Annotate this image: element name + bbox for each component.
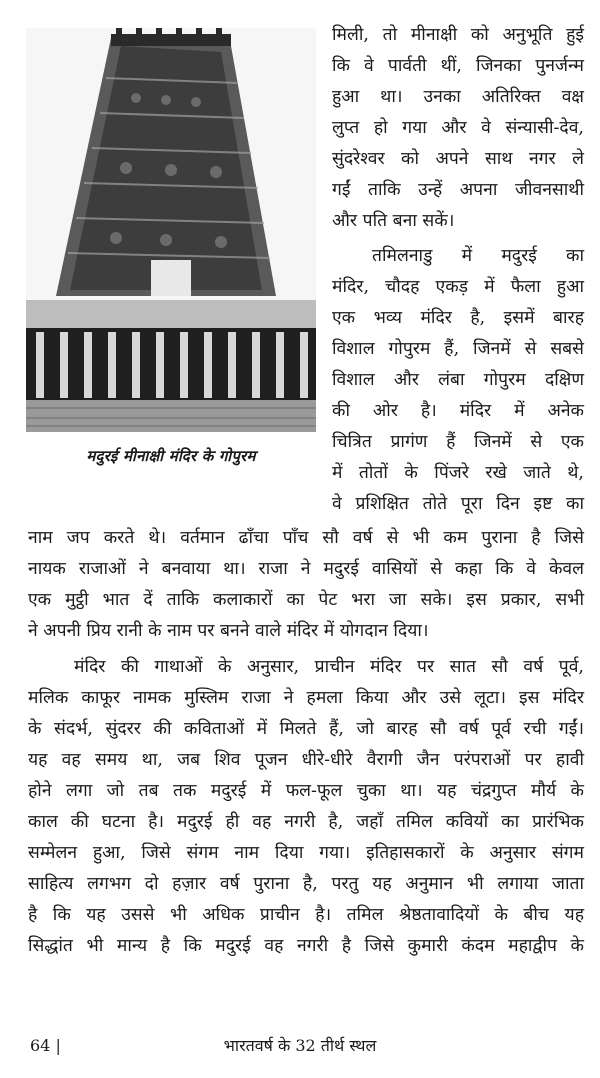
text-line: यह वह समय था, जब शिव पूजन धीरे-धीरे वैरागी जैन परंपराओं पर हावी xyxy=(28,750,584,770)
text-line: गईं ताकि उन्हें अपना जीवनसाथी xyxy=(332,180,584,200)
text-line: एक भव्य मंदिर है, इसमें बारह xyxy=(332,308,584,328)
text-line: सुंदरेश्वर को अपने साथ नगर ले xyxy=(332,149,584,169)
text-line: होने लगा जो तब तक मदुरई में फल-फूल चुका था। यह चंद्रगुप्त मौर्य के xyxy=(28,781,584,801)
text-line: लुप्त हो गया और वे संन्यासी-देव, xyxy=(332,118,584,138)
page-number: 64 | xyxy=(30,1036,61,1055)
text-line: वे प्रशिक्षित तोते पूरा दिन इष्ट का xyxy=(332,494,584,514)
text-line: में तोतों के पिंजरे रखे जाते थे, xyxy=(332,463,584,483)
text-line: विशाल और लंबा गोपुरम दक्षिण xyxy=(332,370,584,390)
book-title: भारतवर्ष के 32 तीर्थ स्थल xyxy=(223,1036,377,1055)
paragraph-start-line: मंदिर की गाथाओं के अनुसार, प्राचीन मंदिर पर सात सौ वर्ष पूर्व, xyxy=(74,657,584,677)
text-line: के संदर्भ, सुंदरर की कविताओं में मिलते हैं, जो बारह सौ वर्ष पूर्व रची गईं। xyxy=(28,719,584,739)
text-line: की ओर है। मंदिर में अनेक xyxy=(332,401,584,421)
text-line: कि वे पार्वती थीं, जिनका पुनर्जन्म xyxy=(332,56,584,76)
text-line: मिली, तो मीनाक्षी को अनुभूति हुई xyxy=(332,25,584,45)
text-line: साहित्य लगभग दो हज़ार वर्ष पुराना है, परतु यह अनुमान भी लगाया जाता xyxy=(28,874,584,894)
text-line: नायक राजाओं ने बनवाया था। राजा ने मदुरई वासियों से कहा कि वे केवल xyxy=(28,559,584,579)
text-line: मंदिर, चौदह एकड़ में फैला हुआ xyxy=(332,277,584,297)
text-line: चित्रित प्रागंण हैं जिनमें से एक xyxy=(332,432,584,452)
figure-caption: मदुरई मीनाक्षी मंदिर के गोपुरम xyxy=(86,447,256,465)
text-line: ने अपनी प्रिय रानी के नाम पर बनने वाले मंदिर में योगदान दिया। xyxy=(28,621,429,641)
text-line: मलिक काफूर नामक मुस्लिम राजा ने हमला किया और उसे लूटा। इस मंदिर xyxy=(28,688,584,708)
text-line: सिद्धांत भी मान्य है कि मदुरई वह नगरी है जिसे कुमारी कंदम महाद्वीप के xyxy=(28,936,584,956)
text-line: एक मुट्ठी भात दें ताकि कलाकारों का पेट भरा जा सके। इस प्रकार, सभी xyxy=(28,590,584,610)
text-line: सम्मेलन हुआ, जिसे संगम नाम दिया गया। इतिहासकारों के अनुसार संगम xyxy=(28,843,584,863)
text-line: हुआ था। उनका अतिरिक्त वक्ष xyxy=(332,87,584,107)
text-line: विशाल गोपुरम हैं, जिनमें से सबसे xyxy=(332,339,584,359)
text-line: और पति बना सकें। xyxy=(332,211,455,231)
temple-figure xyxy=(26,28,316,480)
text-line: काल की घटना है। मदुरई ही वह नगरी है, जहाँ तमिल कवियों का प्रारंभिक xyxy=(28,812,584,832)
text-line: नाम जप करते थे। वर्तमान ढाँचा पाँच सौ वर्ष से भी कम पुराना है जिसे xyxy=(28,528,584,548)
gopuram-photo xyxy=(26,28,316,432)
paragraph-start-line: तमिलनाडु में मदुरई का xyxy=(372,246,584,266)
text-line: है कि यह उससे भी अधिक प्राचीन है। तमिल श्रेष्ठतावादियों के बीच यह xyxy=(28,905,584,925)
